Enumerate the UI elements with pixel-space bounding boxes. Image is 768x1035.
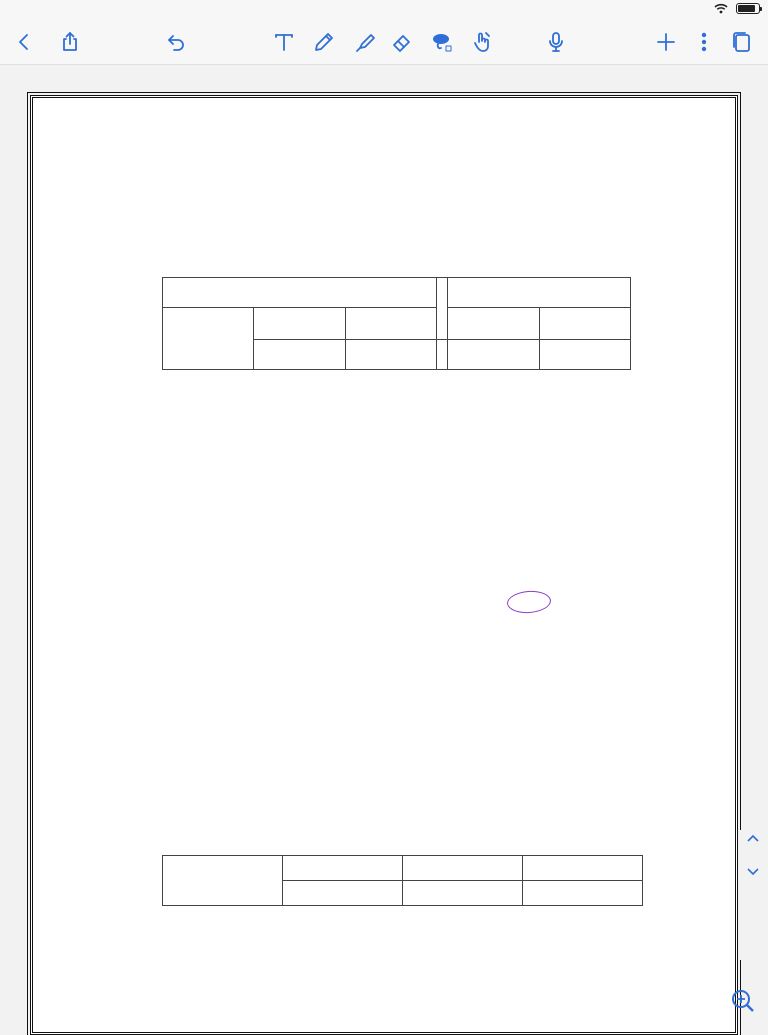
table-header xyxy=(254,340,345,370)
page-up-icon[interactable] xyxy=(738,830,768,856)
table-header xyxy=(448,308,539,340)
funds-table xyxy=(162,855,643,906)
table-header xyxy=(345,308,436,340)
table-header xyxy=(283,856,403,881)
table-header xyxy=(523,856,643,881)
table-header xyxy=(345,340,436,370)
table-header xyxy=(163,308,254,370)
table-header xyxy=(448,340,539,370)
table-header xyxy=(163,856,283,906)
page-navigator xyxy=(738,830,768,960)
table-header xyxy=(448,278,631,308)
handwritten-circle xyxy=(506,589,551,614)
table-header xyxy=(403,856,523,881)
table-header xyxy=(163,278,437,308)
table-header xyxy=(283,881,403,906)
deposits-loans-table xyxy=(162,277,631,370)
table-header xyxy=(523,881,643,906)
zoom-in-icon[interactable] xyxy=(730,988,756,1014)
table-header xyxy=(539,340,630,370)
page-down-icon[interactable] xyxy=(738,864,768,890)
table-header xyxy=(254,308,345,340)
table-header xyxy=(403,881,523,906)
table-header xyxy=(539,308,630,340)
